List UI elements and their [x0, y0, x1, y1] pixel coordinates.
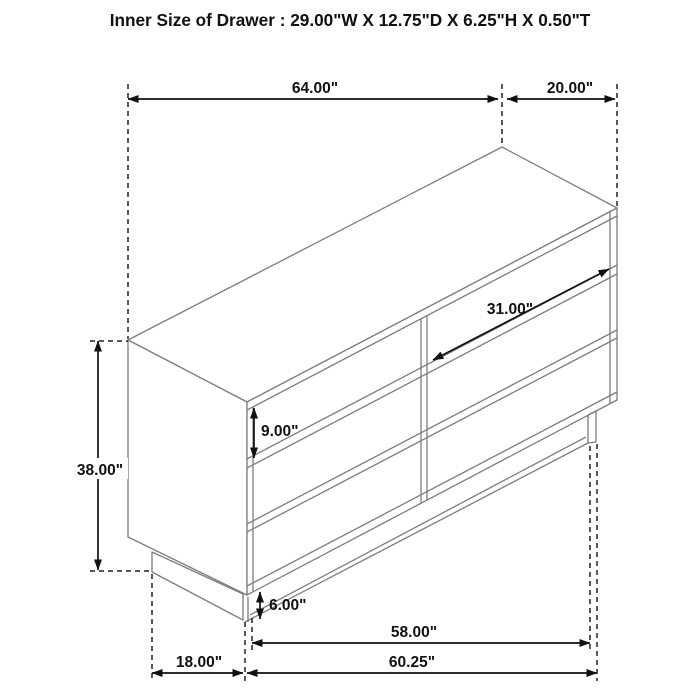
dim-label-side-bottom-depth: 18.00" — [175, 654, 223, 671]
dim-label-base-inner-width: 58.00" — [390, 624, 438, 641]
dim-label-overall-height: 38.00" — [76, 462, 124, 479]
dim-label-top-depth: 20.00" — [546, 80, 594, 97]
dim-label-top-width: 64.00" — [291, 80, 339, 97]
diagram-title: Inner Size of Drawer : 29.00"W X 12.75"D X 6.25"H X 0.50"T — [109, 10, 591, 30]
dim-label-drawer-height: 9.00" — [261, 423, 299, 440]
dim-label-drawer-width: 31.00" — [486, 301, 534, 318]
dim-label-base-outer-width: 60.25" — [388, 654, 436, 671]
dresser-drawing — [128, 147, 617, 622]
dim-label-base-height: 6.00" — [269, 597, 307, 614]
